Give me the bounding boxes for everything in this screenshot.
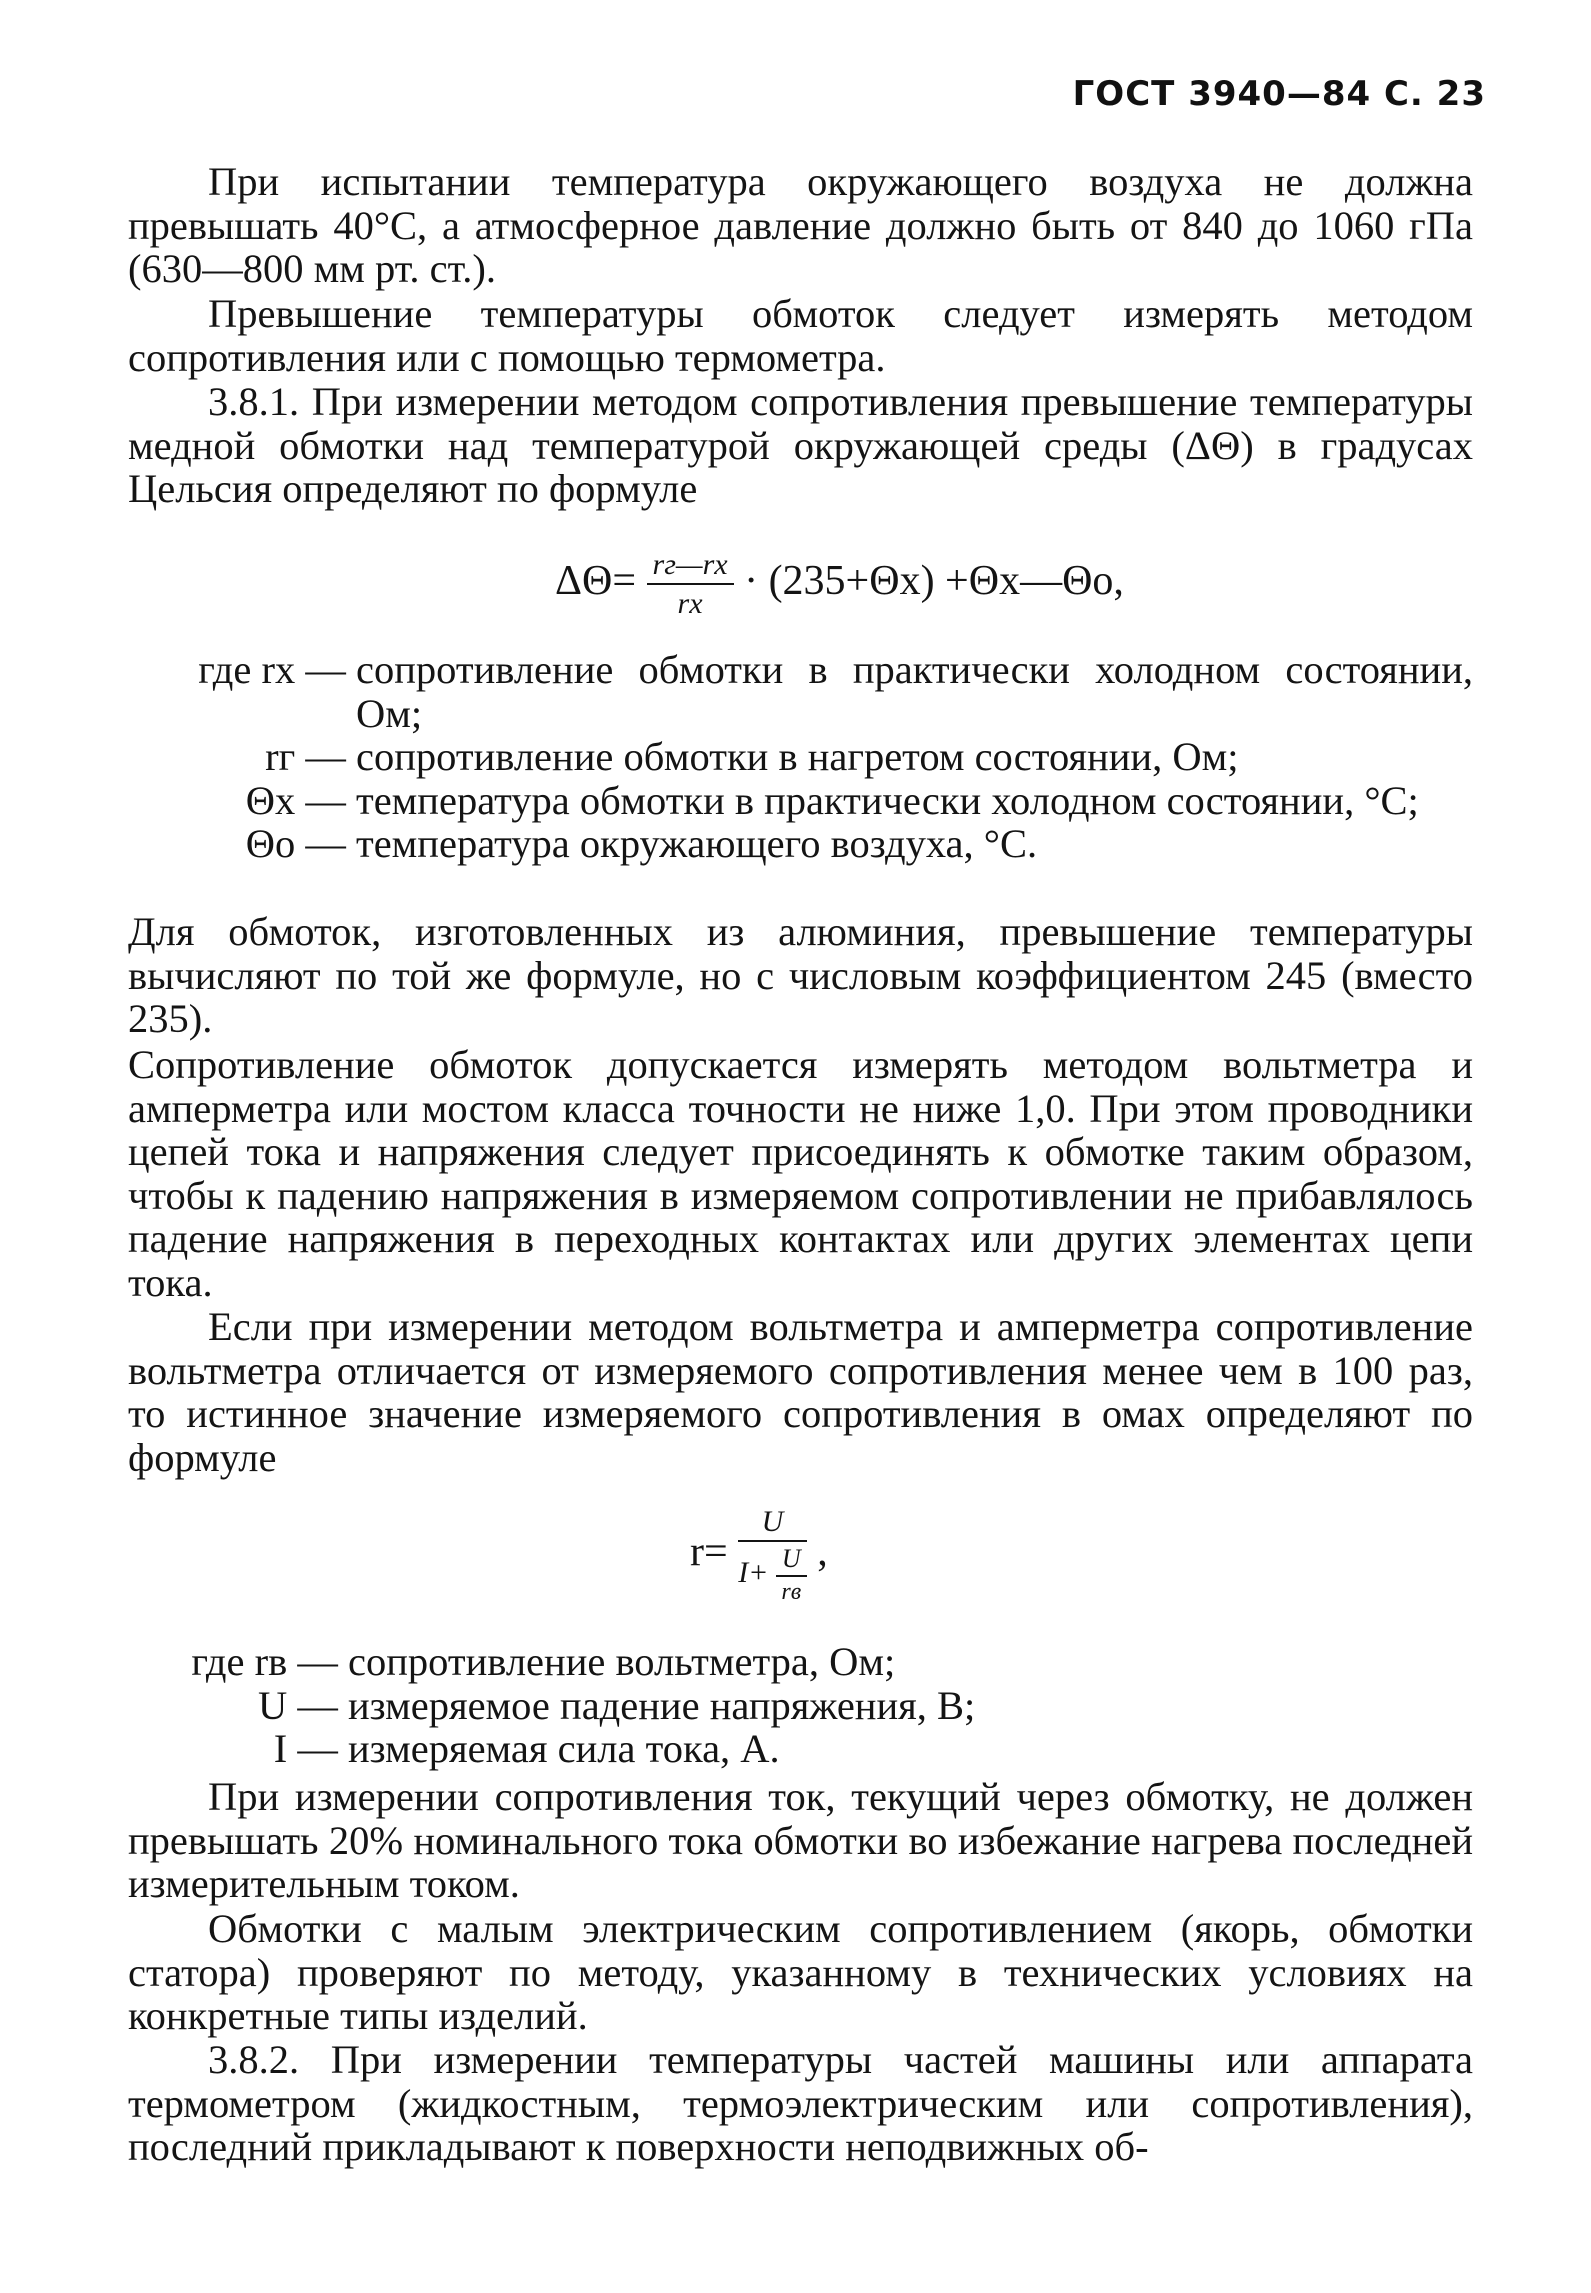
paragraph-3-8-1: 3.8.1. При измерении методом сопротивления превышение температуры медной обмотки над температурой окружающей среды (ΔΘ) в градусах Цельсия определяют по формуле [128,379,1473,511]
paragraph-winding-temp: Превышение температуры обмоток следует измерять методом сопротивления или с помощью термометра. [128,291,1473,380]
definition-row [160,648,1473,735]
definition-text: измеряемое падение напряжения, В; [348,1682,976,1728]
paragraph-low-resistance: Обмотки с малым электрическим сопротивлением (якорь, обмотки статора) проверяют по методу, указанному в технических условиях на конкретные типы изделий. [128,1906,1473,2038]
definition-row [150,1727,1150,1771]
formula-lhs: r= [690,1529,728,1576]
paragraph-current-limit: При измерении сопротивления ток, текущий через обмотку, не должен превышать 20% номинального тока обмотки во избежание нагрева последней измерительным током. [128,1774,1473,1906]
formula-inner-denominator: rв [781,1579,802,1605]
paragraph-aluminium: Для обмоток, изготовленных из алюминия, превышение температуры вычисляют по той же формуле, но с числовым коэффициентом 245 (вместо 235). [128,909,1473,1041]
formula-denominator: rх [677,587,703,620]
formula-rest: · (235+Θх) +Θх—Θо, [744,558,1124,605]
page-header: ГОСТ 3940—84 С. 23 [1072,74,1486,114]
definitions-list-2 [150,1640,1150,1771]
definition-symbol: I — [273,1726,348,1771]
definition-symbol: Θх — [245,777,356,823]
definition-symbol: rг — [265,734,356,779]
definition-row [160,779,1473,823]
paragraph-3-8-2: 3.8.2. При измерении температуры частей машины или аппарата термометром (жидкостным, термоэлектрическим или сопротивления), последний прикладывают к поверхности неподвижных об- [128,2037,1473,2169]
definition-text: сопротивление обмотки в практически холодном состоянии, Ом; [356,647,1473,736]
paragraph-resistance-measurement: Сопротивление обмоток допускается измерять методом вольтметра и амперметра или мостом класса точности не ниже 1,0. При этом проводники цепей тока и напряжения следует присоединять к обмотке таким образом, чтобы к падению напряжения в измеряемом сопротивлении не прибавлялось падение напряжения в переходных контактах или других элементах цепи тока. [128,1042,1473,1305]
formula-denominator [738,1542,807,1606]
definition-symbol: U — [258,1682,348,1728]
formula-fraction [738,1505,807,1606]
definition-text: сопротивление обмотки в нагретом состоянии, Ом; [356,734,1239,779]
formula-numerator: rг—rх [647,548,734,585]
formula-den-prefix: I+ [738,1555,769,1589]
definition-text: температура окружающего воздуха, °С. [356,821,1038,866]
definitions-list-1 [160,648,1473,866]
definition-text: сопротивление вольтметра, Ом; [348,1639,896,1684]
definition-row [160,822,1473,866]
formula-delta-theta [555,548,1124,621]
definition-text: температура обмотки в практически холодном состоянии, °С; [356,777,1419,823]
formula-numerator: U [738,1505,807,1542]
formula-inner-numerator: U [776,1544,807,1577]
definition-symbol: Θо — [245,821,356,866]
definition-row [150,1684,1150,1728]
paragraph-test-conditions: При испытании температура окружающего воздуха не должна превышать 40°С, а атмосферное давление должно быть от 840 до 1060 гПа (630—800 мм рт. ст.). [128,159,1473,291]
formula-inner-fraction [776,1544,807,1606]
paragraph-voltmeter: Если при измерении методом вольтметра и амперметра сопротивление вольтметра отличается от измеряемого сопротивления менее чем в 100 раз, то истинное значение измеряемого сопротивления в омах определяют по формуле [128,1304,1473,1480]
definition-symbol: где rв — [191,1639,348,1684]
definition-row [150,1640,1150,1684]
definition-text: измеряемая сила тока, А. [348,1726,780,1771]
formula-tail: , [817,1529,828,1576]
definition-symbol: где rх — [198,647,356,692]
formula-resistance [690,1505,828,1606]
formula-fraction [647,548,734,621]
formula-lhs: ΔΘ= [555,558,637,605]
definition-row [160,735,1473,779]
